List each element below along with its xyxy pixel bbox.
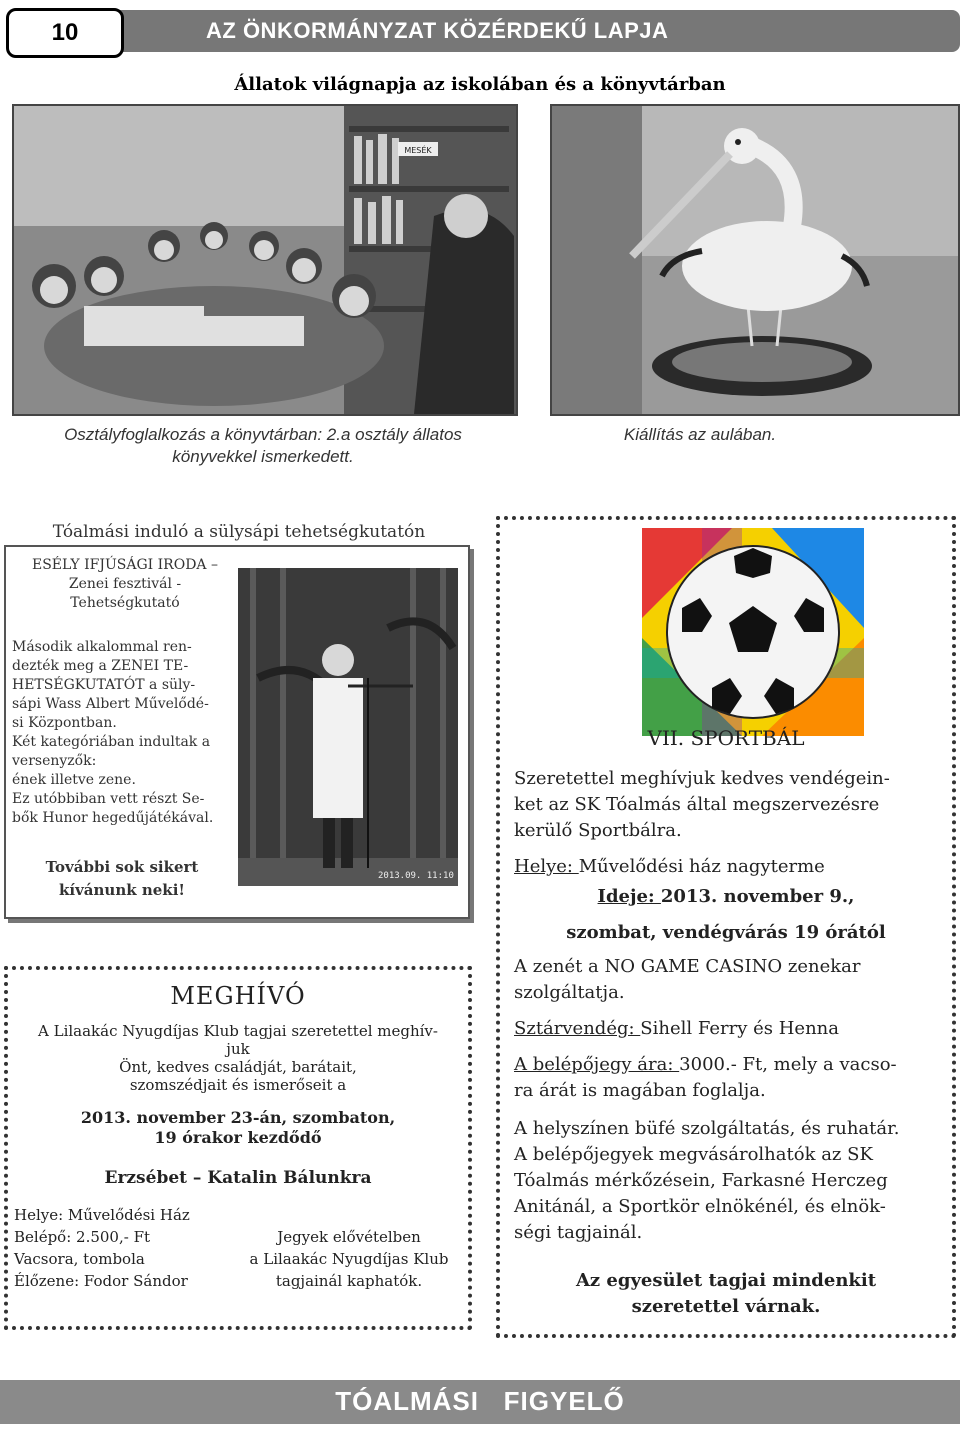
talent-subheading — [10, 556, 240, 613]
brand-word2: FIGYELŐ — [503, 1386, 625, 1416]
detail-line: Élőzene: Fodor Sándor — [14, 1272, 188, 1290]
ticket-value-line1: 3000.- Ft, mely a vacso- — [679, 1054, 897, 1075]
subheading-line3: Tehetségkutató — [70, 595, 180, 611]
sportball-ticket — [514, 1052, 944, 1104]
body-line: sápi Wass Albert Művelődé- — [12, 696, 209, 712]
sportball-box — [496, 516, 956, 1338]
extra-line: ségi tagjainál. — [514, 1222, 643, 1243]
sportball-day: szombat, vendégvárás 19 órától — [566, 922, 886, 943]
body-line: Ez utóbbiban vett részt Se- — [12, 791, 205, 807]
tickets-line3: tagjainál kaphatók. — [275, 1272, 423, 1290]
intro-line4: szomszédjait és ismerőseit a — [129, 1076, 347, 1094]
body-line: Második alkalommal ren- — [12, 639, 192, 655]
invitation-box — [4, 966, 472, 1330]
violinist-photo — [238, 568, 458, 886]
library-photo — [12, 104, 518, 416]
wish-line2: kívánunk neki! — [59, 881, 185, 899]
sportball-title: VII. SPORTBÁL — [647, 726, 805, 750]
star-value: Sihell Ferry és Henna — [640, 1018, 839, 1039]
newspaper-tagline: AZ ÖNKORMÁNYZAT KÖZÉRDEKŰ LAPJA — [206, 18, 669, 43]
venue-value: Művelődési ház nagyterme — [578, 856, 825, 877]
wish-line1: További sok sikert — [45, 858, 199, 876]
intro-line2: juk — [226, 1040, 250, 1058]
invitation-intro — [8, 1022, 468, 1094]
body-line: dezték meg a ZENEI TE- — [12, 658, 189, 674]
extra-line: A belépőjegyek megvásárolhatók az SK — [514, 1144, 873, 1165]
talent-body — [12, 638, 232, 828]
detail-line: Vacsora, tombola — [14, 1250, 145, 1268]
library-caption-line2: könyvekkel ismerkedett. — [172, 447, 354, 466]
photo-timestamp: 2013.09. 11:10 — [378, 871, 454, 881]
invitation-date — [8, 1108, 468, 1148]
detail-line: Belépő: 2.500,- Ft — [14, 1228, 151, 1246]
extra-line: Anitánál, a Sportkör elnökénél, és elnök- — [514, 1196, 886, 1217]
sportball-music — [514, 954, 944, 1006]
intro-line: Szeretettel meghívjuk kedves vendégein- — [514, 768, 890, 789]
body-line: bők Hunor hegedűjátékával. — [12, 810, 214, 826]
library-caption-line1: Osztályfoglalkozás a könyvtárban: 2.a osztály állatos — [64, 425, 462, 444]
brand-word1: TÓALMÁSI — [335, 1386, 479, 1416]
newspaper-brand — [0, 1386, 960, 1417]
sportball-closing — [500, 1268, 952, 1320]
tickets-line1: Jegyek elővételben — [277, 1228, 421, 1246]
ticket-value-line2: ra árát is magában foglalja. — [514, 1080, 766, 1101]
sportball-venue — [514, 854, 944, 880]
extra-line: Tóalmás mérkőzésein, Farkasné Herczeg — [514, 1170, 888, 1191]
library-sign: MESÉK — [404, 146, 432, 155]
sportball-star-guest — [514, 1016, 944, 1042]
stork-caption: Kiállítás az aulában. — [623, 425, 777, 444]
intro-line3: Önt, kedves családját, barátait, — [119, 1058, 357, 1076]
music-line1: A zenét a NO GAME CASINO zenekar — [514, 956, 861, 977]
detail-line: Helye: Művelődési Ház — [14, 1206, 190, 1224]
talent-heading: Tóalmási induló a sülysápi tehetségkutatón — [52, 522, 426, 542]
sportball-extra — [514, 1116, 944, 1246]
closing-line1: Az egyesület tagjai mindenkit — [575, 1270, 877, 1291]
subheading-line2: Zenei fesztivál - — [68, 576, 182, 592]
article-headline: Állatok világnapja az iskolában és a könyvtárban — [234, 74, 726, 95]
football-image — [642, 528, 864, 736]
extra-line: A helyszínen büfé szolgáltatás, és ruhatár. — [514, 1118, 900, 1139]
date-label: Ideje: — [597, 886, 661, 907]
music-line2: szolgáltatja. — [514, 982, 625, 1003]
body-line: versenyzők: — [12, 753, 97, 769]
date-line2: 19 órakor kezdődő — [154, 1128, 322, 1147]
intro-line: ket az SK Tóalmás által megszervezésre — [514, 794, 880, 815]
invitation-event-name: Erzsébet – Katalin Bálunkra — [104, 1168, 372, 1188]
body-line: Két kategóriában indultak a — [12, 734, 211, 750]
library-caption — [12, 424, 514, 468]
intro-line1: A Lilaakác Nyugdíjas Klub tagjai szeretettel meghív- — [38, 1022, 438, 1040]
body-line: ének illetve zene. — [12, 772, 136, 788]
sportball-intro — [514, 766, 944, 844]
closing-line2: szeretettel várnak. — [631, 1296, 821, 1317]
talent-wish — [12, 856, 232, 902]
page-number: 10 — [6, 8, 124, 58]
invitation-details — [14, 1204, 234, 1292]
venue-label: Helye: — [514, 856, 579, 877]
invitation-tickets — [244, 1226, 454, 1292]
tickets-line2: a Lilaakác Nyugdíjas Klub — [249, 1250, 449, 1268]
body-line: HETSÉGKUTATÓT a süly- — [12, 677, 196, 693]
date-line1: 2013. november 23-án, szombaton, — [80, 1108, 396, 1127]
stork-exhibit-photo — [550, 104, 960, 416]
intro-line: kerülő Sportbálra. — [514, 820, 682, 841]
date-value: 2013. november 9. — [660, 886, 849, 907]
subheading-line1: ESÉLY IFJÚSÁGI IRODA – — [32, 557, 218, 573]
star-label: Sztárvendég: — [514, 1018, 641, 1039]
date-suffix: , — [848, 886, 855, 907]
invitation-title: MEGHÍVÓ — [170, 982, 306, 1010]
sportball-date — [500, 884, 952, 910]
body-line: si Központban. — [12, 715, 117, 731]
ticket-label: A belépőjegy ára: — [514, 1054, 680, 1075]
